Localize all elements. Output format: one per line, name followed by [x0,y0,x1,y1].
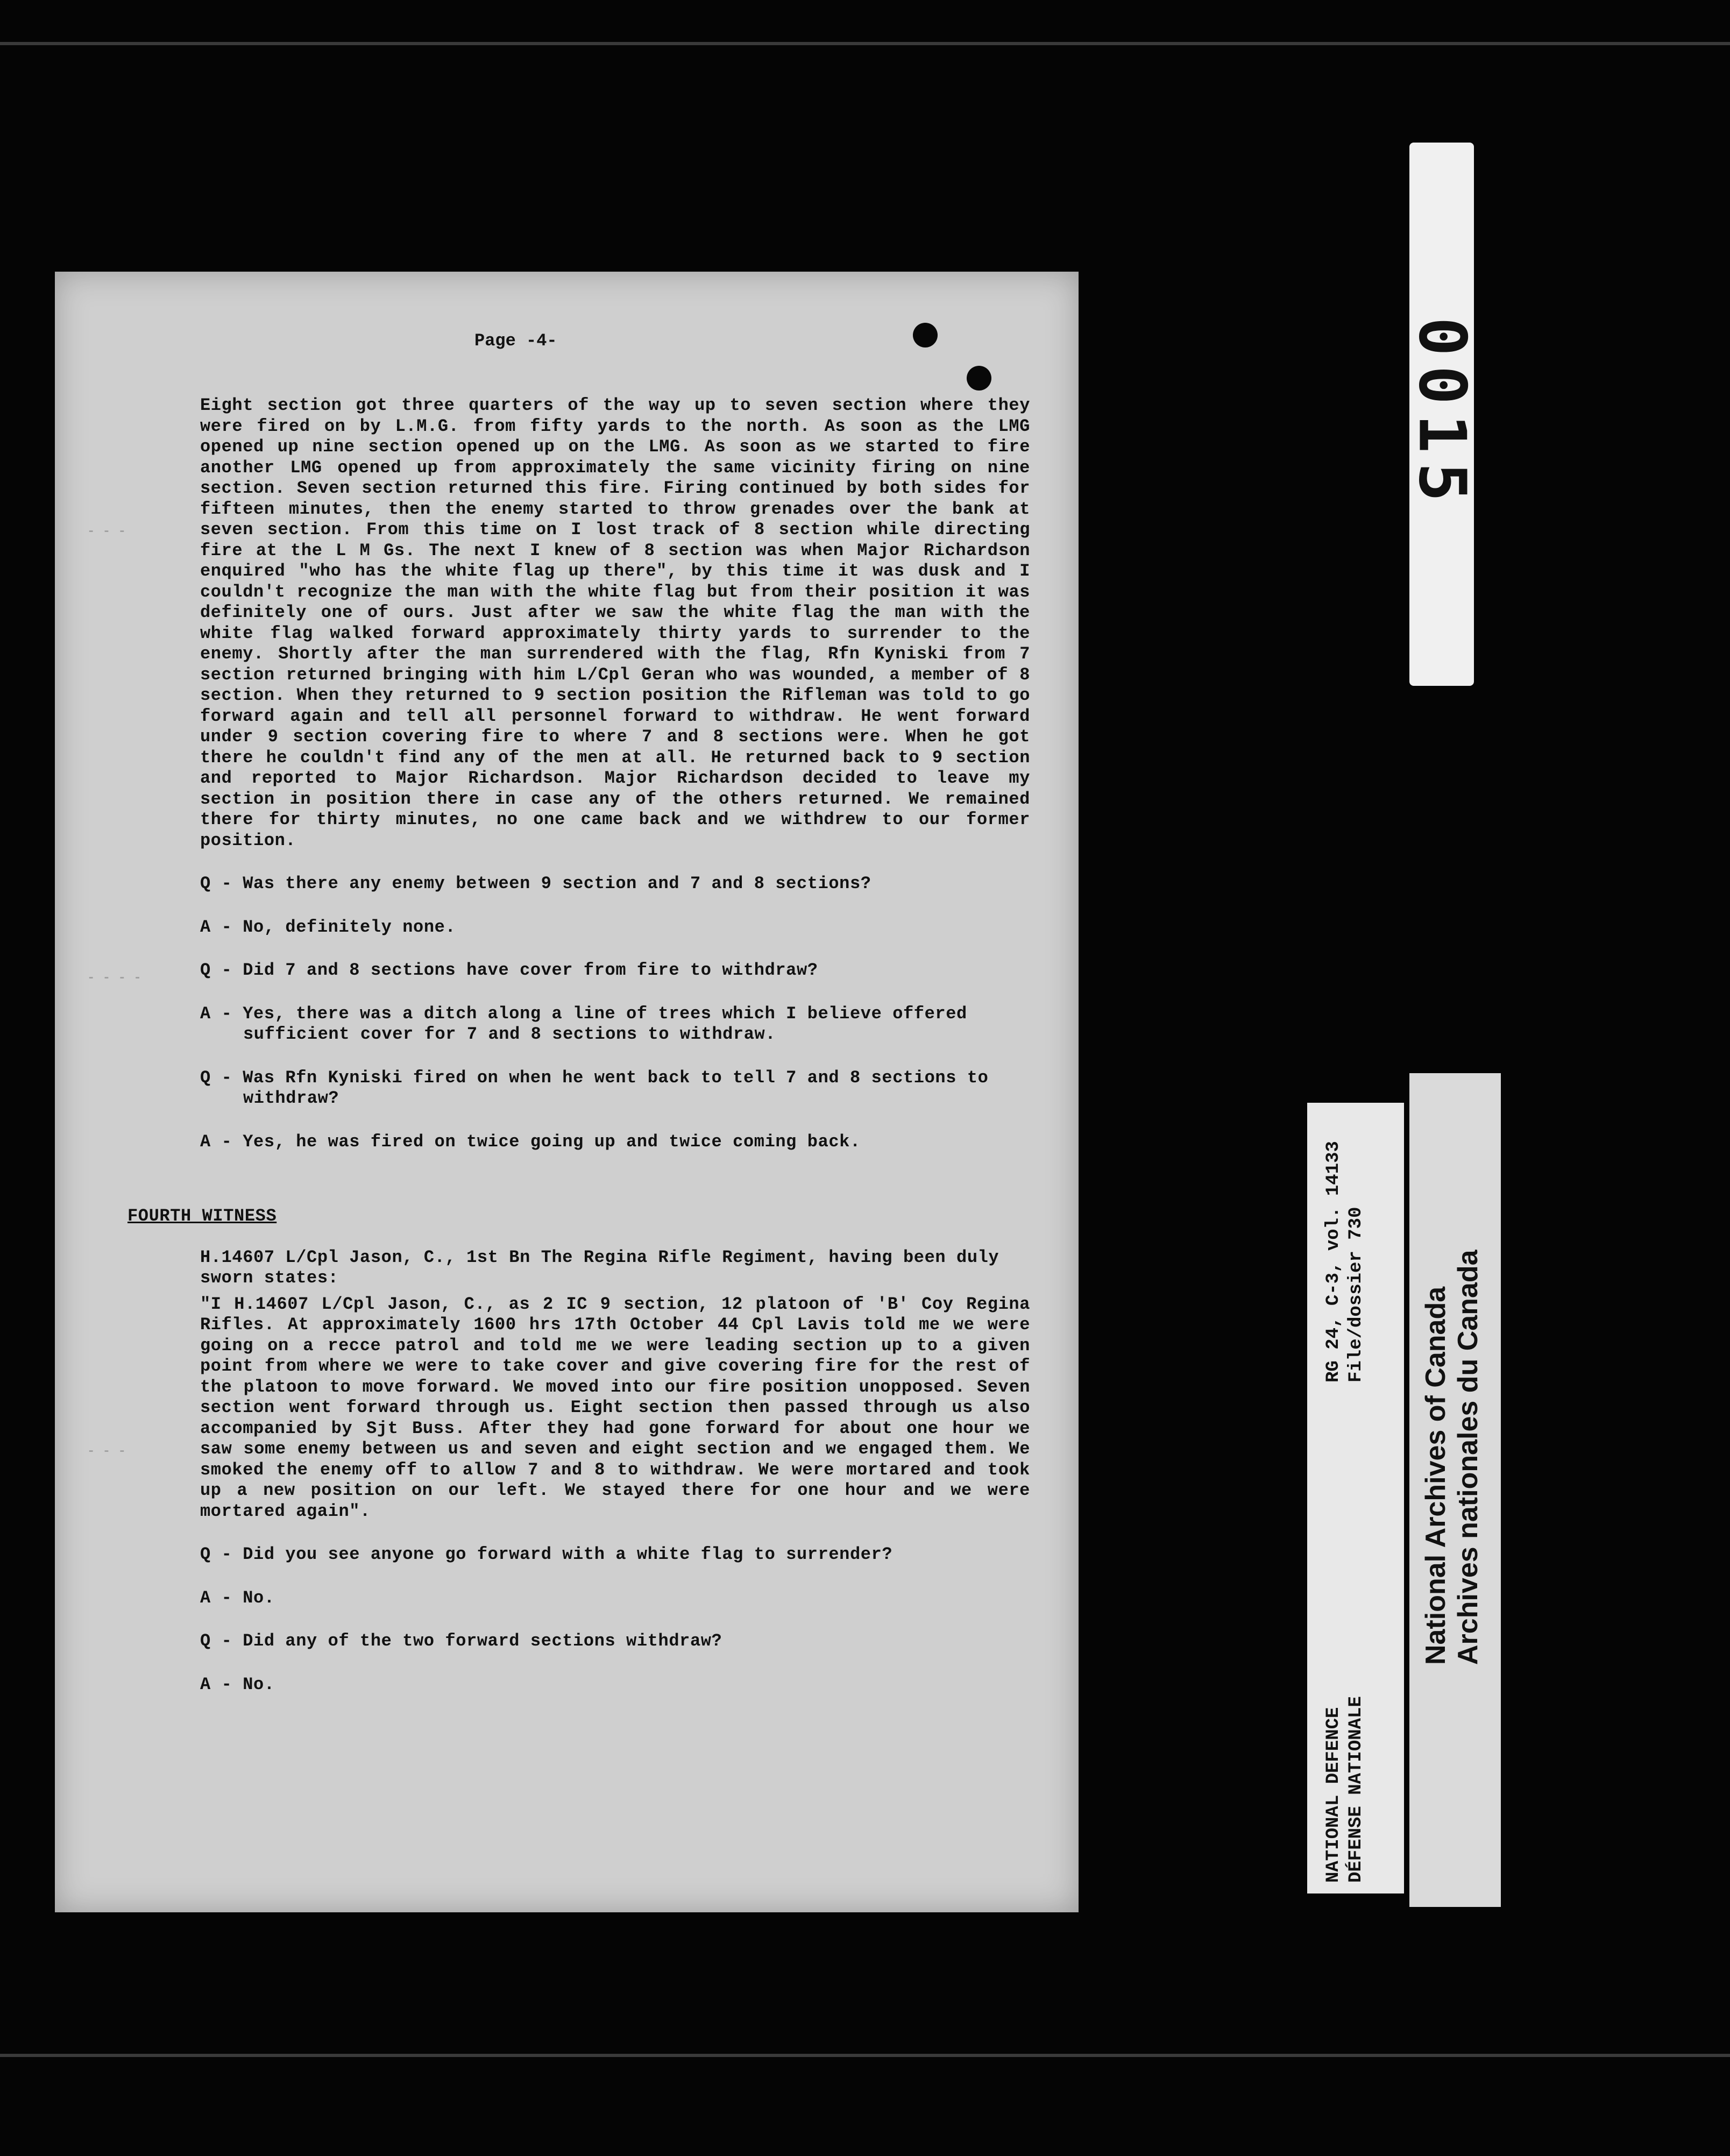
document-body [127,395,1030,1695]
question: Q - Did 7 and 8 sections have cover from fire to withdraw? [200,960,818,980]
question: Q - Was Rfn Kyniski fired on when he went back to tell 7 and 8 sections to withdraw? [200,1067,989,1108]
bleed-through-mark: - - - [87,524,126,539]
dept-line-1: NATIONAL DEFENCE [1323,1707,1344,1883]
film-edge-top [0,42,1730,45]
archive-reference-1: RG 24, C-3, vol. 14133 [1323,1141,1344,1382]
punch-hole-top [913,323,938,347]
question: Q - Was there any enemy between 9 section and 7 and 8 sections? [200,874,871,893]
document-page [55,272,1079,1912]
witness-intro: H.14607 L/Cpl Jason, C., 1st Bn The Regina Rifle Regiment, having been duly sworn states: [200,1247,999,1288]
bleed-through-mark: - - - [87,1444,126,1459]
answer: A - Yes, he was fired on twice going up and twice coming back. [200,1131,861,1152]
answer: A - No, definitely none. [200,917,456,937]
answer: A - No. [200,1587,275,1608]
archives-name-en: National Archives of Canada [1420,1286,1451,1665]
punch-hole-bottom [967,366,991,391]
archive-label-name [1409,1073,1501,1907]
question: Q - Did you see anyone go forward with a white flag to surrender? [200,1544,893,1564]
question: Q - Did any of the two forward sections withdraw? [200,1631,722,1651]
dept-line-2: DÉFENSE NATIONALE [1346,1696,1366,1883]
witness-narrative: Eight section got three quarters of the way up to seven section where they were fired on by L.M.G. from fifty yards to the north. As soon as the LMG opened up nine section opened up on the LMG. As soon as we started to fire another LMG opened up from approximately the same vicinity firing on nine section. Seven section returned this fire. Firing continued by both sides for fifteen minutes, then the enemy started to throw grenades over the bank at seven section. From this time on I lost track of 8 section while directing fire at the L M Gs. The next I knew of 8 section was when Major Richardson enquired "who has the white flag up there", by this time it was dusk and I couldn't recognize the man with the white flag but from their position it was definitely one of ours. Just after we saw the white flag the man with the white flag walked forward approximately thirty yards to surrender to the enemy. Shortly after the man surrendered with the flag, Rfn Kyniski from 7 section returned bringing with him L/Cpl Geran who was wounded, a member of 8 section. When they returned to 9 section position the Rifleman was told to go forward again and tell all personnel forward to withdraw. He went forward under 9 section covering fire to where 7 and 8 sections were. When he got there he couldn't find any of the men at all. He returned back to 9 section and reported to Major Richardson. Major Richardson decided to leave my section in position there in case any of the others returned. We remained there for thirty minutes, no one came back and we withdrew to our former position. [200,395,1030,850]
witness-statement: "I H.14607 L/Cpl Jason, C., as 2 IC 9 section, 12 platoon of 'B' Coy Regina Rifles. At approximately 1600 hrs 17th October 44 Cpl Lavis told me we were going on a recce patrol and told me we were leading section up to a given point from where we were to take cover and give covering fire for the rest of the platoon to move forward. We moved into our fire position unopposed. Seven section went forward through us. Eight section then passed through us also accompanied by Sjt Buss. After they had gone forward for about one hour we saw some enemy between us and seven and eight section and we engaged them. We smoked the enemy off to allow 7 and 8 to withdraw. We were mortared and took up a new position on our left. We stayed there for one hour and we were mortared again". [200,1294,1030,1521]
bleed-through-mark: - - - - [87,971,141,985]
frame-number-stamp [1404,143,1479,686]
archives-name-fr: Archives nationales du Canada [1452,1250,1484,1665]
answer: A - Yes, there was a ditch along a line of trees which I believe offered sufficient cover for 7 and 8 sections to withdraw. [200,1003,967,1044]
answer: A - No. [200,1674,275,1694]
film-edge-bottom [0,2054,1730,2057]
frame-number: 0015 [1404,317,1479,512]
section-heading: FOURTH WITNESS [127,1206,277,1226]
archive-label-reference [1307,1103,1404,1893]
page-number: Page -4- [474,331,557,351]
archive-reference-2: File/dossier 730 [1346,1207,1366,1382]
